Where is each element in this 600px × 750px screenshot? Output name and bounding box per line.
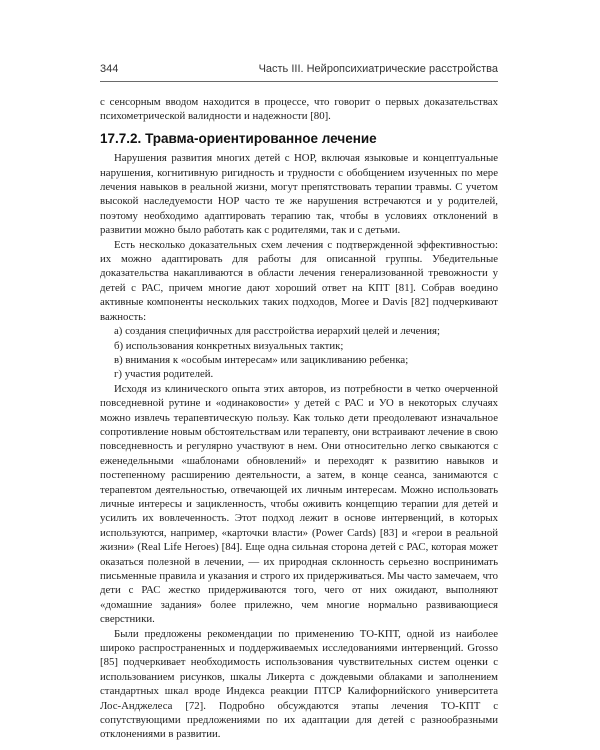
running-header: [100, 63, 498, 75]
header-rule: [100, 81, 498, 82]
running-title: Часть III. Нейропсихиатрические расстройства: [258, 63, 498, 75]
list-item: г) участия родителей.: [114, 368, 214, 381]
section-number: 17.7.2.: [100, 130, 142, 146]
paragraph: Были предложены рекомендации по применению ТО-КПТ, одной из наиболее широко распространенных и поддерживаемых исследованиями интервенций. Grosso [85] подчеркивает необходимость использования чувствительных систем оценки с использованием рисунков, шкалы Ликерта с дождевыми облаками и заполнением стандартных шкал вроде Индекса реакции ПТСР Калифорнийского университета Лос-Анджелеса [72]. Подробно обсуждаются этапы лечения ТО-КПТ с сопутствующими предложениями по их адаптации для детей с разнообразными отклонениями в развитии.: [100, 627, 498, 741]
section-heading: [100, 132, 498, 146]
paragraph: Есть несколько доказательных схем лечения с подтвержденной эффективностью: их можно адаптировать для работы для описанной группы. Убедительные доказательства накапливаются в области лечения генерализованной тревожности у детей с РАС, причем многие дают хороший ответ на КПТ [81]. Собрав воедино активные компоненты нескольких таких подходов, Moree и Davis [82] подчеркивают важность:: [100, 238, 498, 323]
page-number: 344: [100, 63, 119, 75]
importance-list: [100, 324, 498, 382]
intro-paragraph: с сенсорным вводом находится в процессе, что говорит о первых доказательствах психометрической валидности и надежности [80].: [100, 96, 498, 123]
list-item: б) использования конкретных визуальных тактик;: [114, 339, 344, 352]
paragraph: Нарушения развития многих детей с НОР, включая языковые и концептуальные нарушения, когнитивную ригидность и трудности с обобщением изученных по мере лечения навыков в реальной жизни, могут препятствовать терапии травмы. С учетом высокой наследуемости НОР часто те же нарушения встречаются и у родителей, поэтому необходимо адаптировать терапию так, чтобы в условиях отклонений в развитии можно было работать как с родителями, так и с детьми.: [100, 152, 498, 237]
list-item: а) создания специфичных для расстройства иерархий целей и лечения;: [114, 325, 440, 338]
list-item: в) внимания к «особым интересам» или зацикливанию ребенка;: [114, 353, 409, 366]
section-title: Травма-ориентированное лечение: [145, 130, 377, 146]
paragraph: Исходя из клинического опыта этих авторов, из потребности в четко очерченной повседневной рутине и «одинаковости» у детей с РАС и УО в некоторых случаях можно извлечь терапевтическую пользу. Как только дети преодолевают изначальное сопротивление новым обстоятельствам или терапевту, они встраивают лечение в свою повседневность и регулярно участвуют в нем. Они относительно легко свыкаются с еженедельными «шаблонами обновлений» и переходят к развитию навыков и постепенному расширению деятельности, а затем, в конце сеанса, занимаются с терапевтом деятельностью, отвечающей их личным интересам. Можно использовать личные интересы и зацикленность, чтобы оживить концепцию терапии для детей и усилить их вовлеченность. Этот подход лежит в основе интервенций, в которых используются, например, «карточки власти» (Power Cards) [83] и «герои в реальной жизни» (Real Life Heroes) [84]. Еще одна сильная сторона детей с РАС, которая может оказаться полезной в лечении, — их природная склонность серьезно воспринимать письменные правила и указания и строго их придерживаться. Мы часто замечаем, что дети с РАС жестко придерживаются того, чего от них ожидают, выполняют «домашние задания» более прилежно, чем многие нормально развивающиеся сверстники.: [100, 382, 498, 626]
main-text: [100, 95, 498, 742]
